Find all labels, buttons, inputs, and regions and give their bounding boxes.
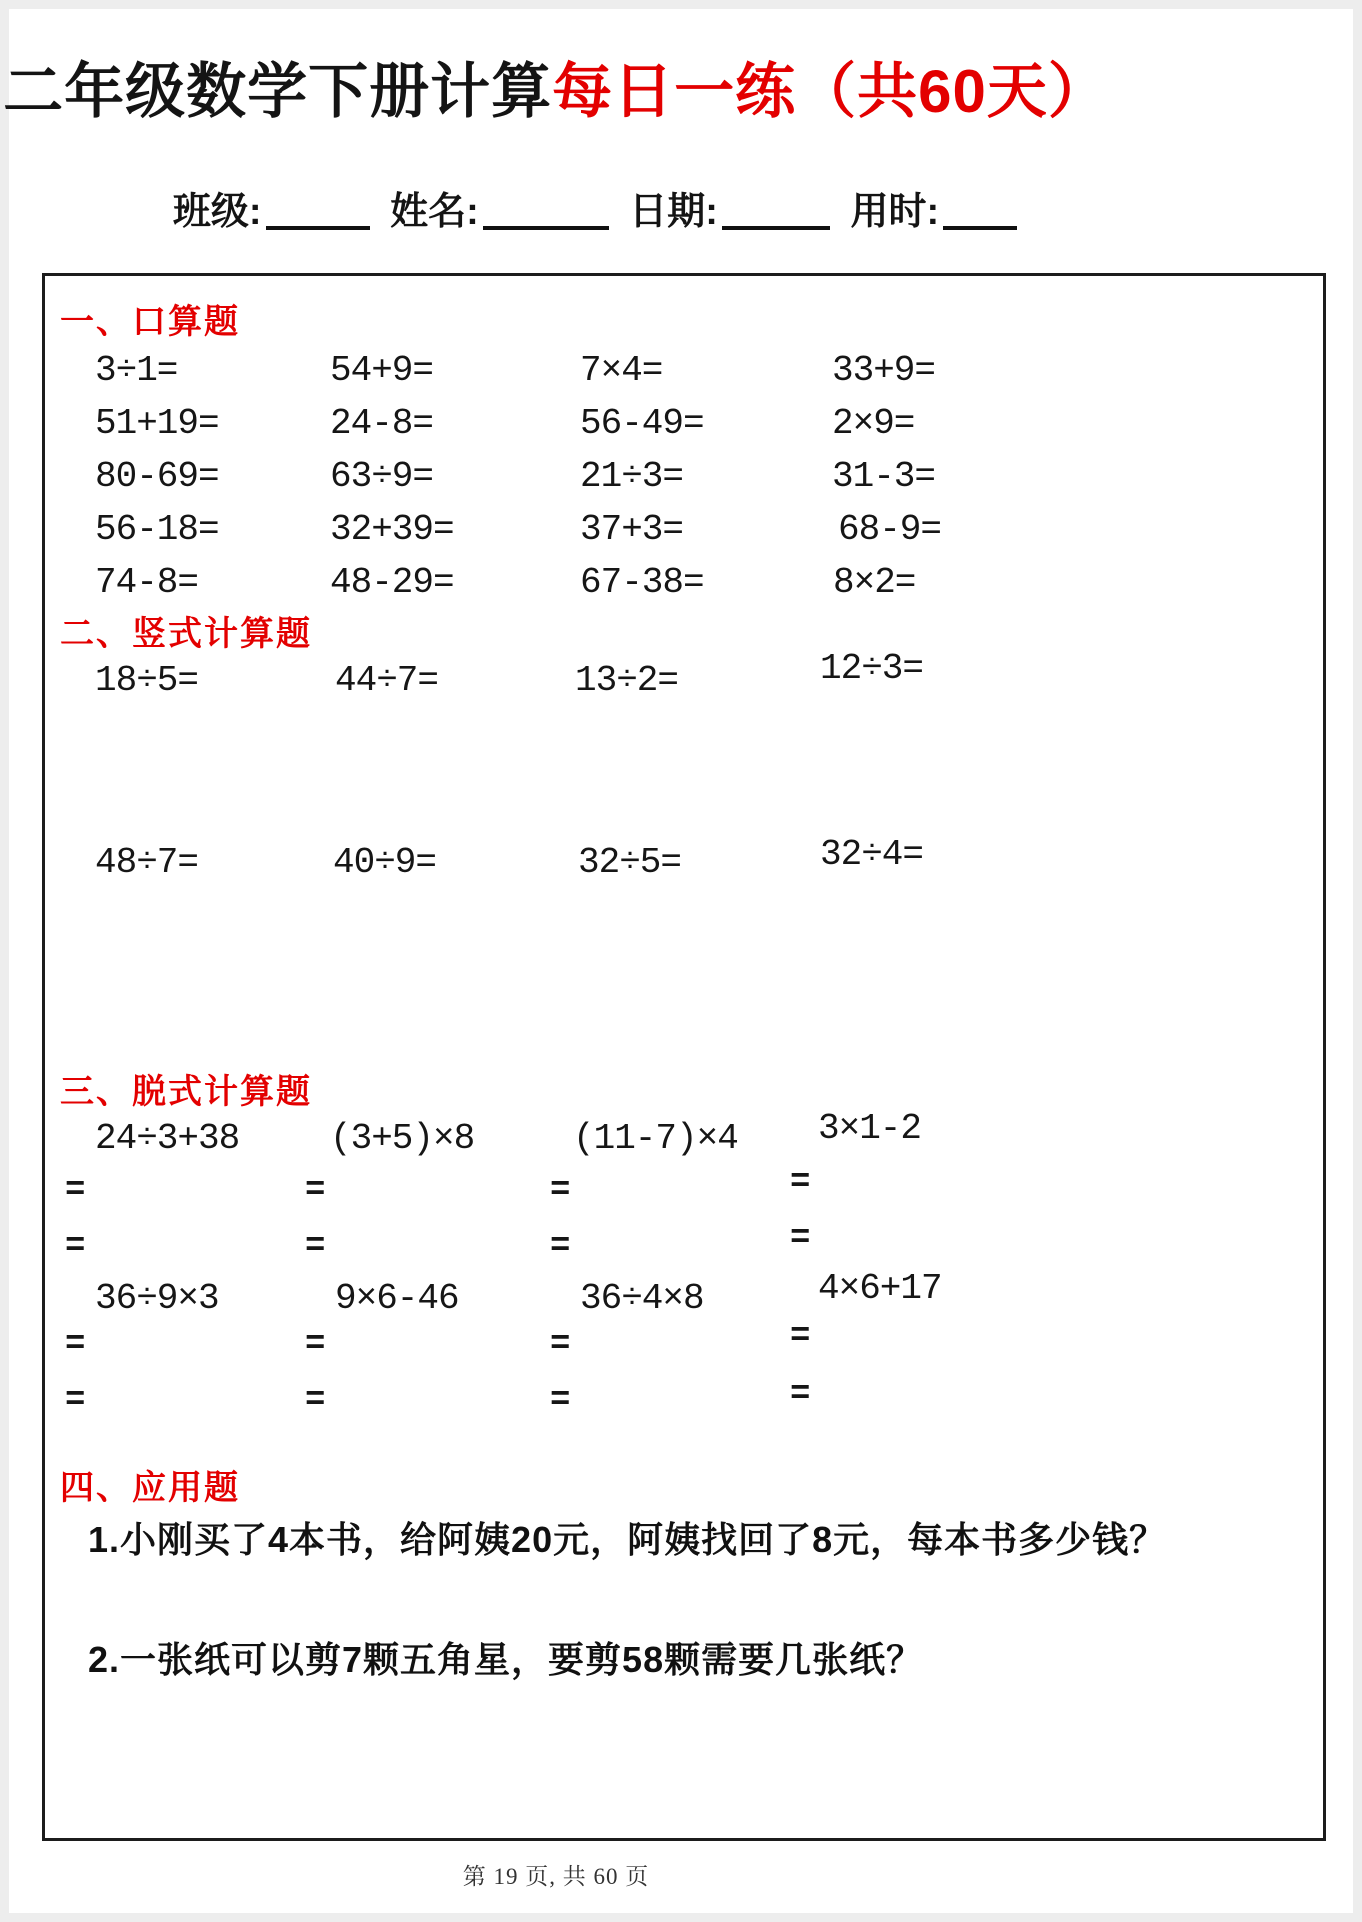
equals-sign: = (550, 1382, 571, 1420)
class-label: 班级: (172, 191, 262, 233)
equals-sign: = (65, 1172, 86, 1210)
oral-problem: 8×2= (833, 562, 916, 603)
stepwise-problem: 36÷4×8 (580, 1278, 704, 1319)
oral-problem: 32+39= (330, 509, 454, 550)
date-label: 日期: (629, 191, 718, 233)
equals-sign: = (790, 1376, 811, 1414)
oral-problem: 3÷1= (95, 350, 178, 391)
stepwise-problem: 24÷3+38 (95, 1118, 240, 1159)
vertical-problem: 48÷7= (95, 842, 199, 883)
stepwise-problem: 4×6+17 (818, 1268, 942, 1309)
equals-sign: = (790, 1164, 811, 1202)
time-label: 用时: (850, 191, 940, 233)
equals-sign: = (305, 1228, 326, 1266)
section-vertical-heading: 二、竖式计算题 (60, 615, 312, 653)
equals-sign: = (65, 1382, 86, 1420)
oral-problem: 74-8= (95, 562, 199, 603)
oral-problem: 51+19= (95, 403, 219, 444)
oral-problem: 24-8= (330, 403, 434, 444)
stepwise-problem: (3+5)×8 (330, 1118, 475, 1159)
equals-sign: = (550, 1326, 571, 1364)
oral-problem: 2×9= (832, 403, 915, 444)
vertical-problem: 18÷5= (95, 660, 199, 701)
equals-sign: = (790, 1318, 811, 1356)
equals-sign: = (550, 1172, 571, 1210)
section-word-heading: 四、应用题 (60, 1469, 240, 1507)
title-black: 二年级数学下册计算 (3, 58, 553, 125)
oral-problem: 67-38= (580, 562, 704, 603)
vertical-problem: 32÷4= (820, 834, 924, 875)
word-problem-2: 2.一张纸可以剪7颗五角星，要剪58颗需要几张纸？ (88, 1639, 924, 1680)
worksheet-border-box (42, 273, 1326, 1841)
info-line (0, 180, 1190, 235)
section-oral-heading: 一、口算题 (60, 303, 240, 341)
name-blank-line (483, 186, 609, 230)
vertical-problem: 44÷7= (335, 660, 439, 701)
time-blank-line (943, 186, 1017, 230)
stepwise-problem: (11-7)×4 (573, 1118, 738, 1159)
page-footer: 第 19 页, 共 60 页 (462, 1864, 650, 1889)
oral-problem: 54+9= (330, 350, 434, 391)
name-label: 姓名: (390, 191, 479, 233)
oral-problem: 63÷9= (330, 456, 434, 497)
class-blank-line (266, 186, 370, 230)
stepwise-problem: 3×1-2 (818, 1108, 922, 1149)
vertical-problem: 12÷3= (820, 648, 924, 689)
title-red: 每日一练（共60天） (552, 58, 1109, 125)
stepwise-problem: 36÷9×3 (95, 1278, 219, 1319)
oral-problem: 48-29= (330, 562, 454, 603)
word-problem-1: 1.小刚买了4本书，给阿姨20元，阿姨找回了8元，每本书多少钱？ (88, 1519, 1167, 1560)
section-stepwise-heading: 三、脱式计算题 (60, 1073, 312, 1111)
oral-problem: 7×4= (580, 350, 663, 391)
equals-sign: = (65, 1228, 86, 1266)
date-blank-line (722, 186, 830, 230)
equals-sign: = (550, 1228, 571, 1266)
oral-problem: 56-18= (95, 509, 219, 550)
equals-sign: = (305, 1172, 326, 1210)
oral-problem: 56-49= (580, 403, 704, 444)
oral-problem: 33+9= (832, 350, 936, 391)
stepwise-problem: 9×6-46 (335, 1278, 459, 1319)
oral-problem: 68-9= (838, 509, 942, 550)
oral-problem: 31-3= (832, 456, 936, 497)
equals-sign: = (305, 1382, 326, 1420)
oral-problem: 80-69= (95, 456, 219, 497)
equals-sign: = (65, 1326, 86, 1364)
vertical-problem: 40÷9= (333, 842, 437, 883)
equals-sign: = (790, 1220, 811, 1258)
oral-problem: 37+3= (580, 509, 684, 550)
equals-sign: = (305, 1326, 326, 1364)
vertical-problem: 32÷5= (578, 842, 682, 883)
oral-problem: 21÷3= (580, 456, 684, 497)
vertical-problem: 13÷2= (575, 660, 679, 701)
page-title (0, 44, 1112, 130)
